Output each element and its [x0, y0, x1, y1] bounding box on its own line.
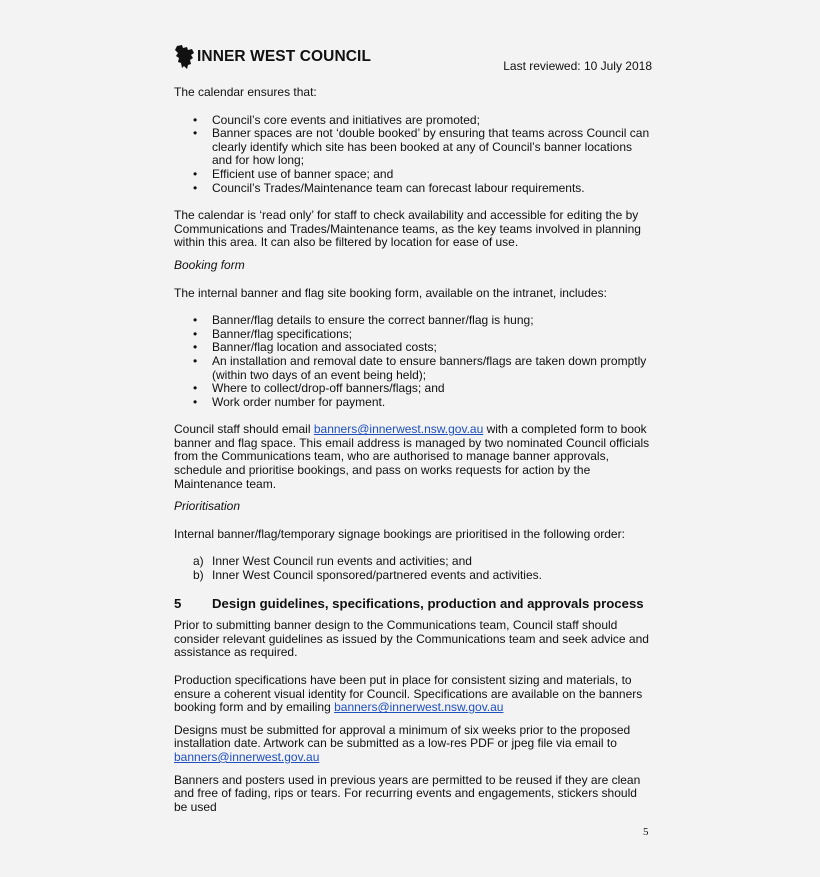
prioritisation-list — [174, 555, 652, 582]
list-item — [174, 569, 652, 583]
banners-email-link[interactable]: banners@innerwest.nsw.gov.au — [334, 700, 504, 715]
logo-text: INNER WEST COUNCIL — [197, 48, 372, 65]
calendar-intro: The calendar ensures that: — [174, 85, 317, 99]
list-item — [174, 555, 652, 569]
list-item: • Efficient use of banner space; and — [174, 168, 652, 182]
email-post-text: with a completed form to book banner and flag space. This email address is managed by two nominated Council officials from the Communications team, who are authorised to manage banner approvals, schedule and prioritise bookings, and pass on works requests for action by the Maintenance team. — [174, 422, 650, 491]
booking-form-heading: Booking form — [174, 257, 245, 272]
section-5-heading — [174, 597, 652, 611]
list-item: • Work order number for payment. — [174, 396, 652, 410]
banners-email-link[interactable]: banners@innerwest.nsw.gov.au — [313, 422, 484, 437]
calendar-readonly-paragraph: The calendar is ‘read only’ for staff to check availability and accessible for editing the by Communications and Trades/Maintenance teams, as the key teams involved in planning within this area. It can also be filtered by location for ease of use. — [174, 208, 641, 250]
email-pre-text: Council staff should email — [174, 422, 314, 437]
email-booking-paragraph — [174, 423, 652, 491]
list-item: • An installation and removal date to ensure banners/flags are taken down promptly (within two days of an event being held); — [174, 355, 652, 382]
list-item: • Where to collect/drop-off banners/flags; and — [174, 382, 652, 396]
list-item: • Banner spaces are not ‘double booked’ by ensuring that teams across Council can clearly identify which site has been booked at any of Council’s banner locations and for how long; — [174, 127, 652, 168]
document-body — [174, 86, 652, 814]
page-number: 5 — [643, 826, 649, 838]
submission-text: Designs must be submitted for approval a minimum of six weeks prior to the proposed installation date. Artwork can be submitted as a low-res PDF or jpeg file via email to — [174, 722, 631, 751]
production-specs-paragraph — [174, 674, 652, 715]
banners-email-link[interactable]: banners@innerwest.gov.au — [174, 749, 320, 764]
section-number: 5 — [174, 595, 182, 611]
design-guidelines-paragraph: Prior to submitting banner design to the Communications team, Council staff should consider relevant guidelines as issued by the Communications team and seek advice and assistance as required. — [174, 618, 649, 660]
list-item: • Banner/flag location and associated costs; — [174, 341, 652, 355]
last-reviewed-date: Last reviewed: 10 July 2018 — [503, 59, 652, 73]
reuse-paragraph: Banners and posters used in previous years are permitted to be reused if they are clean and free of fading, rips or tears. For recurring events and engagements, stickers should be used — [174, 772, 641, 814]
list-marker: a) — [193, 554, 204, 569]
prioritisation-heading: Prioritisation — [174, 499, 241, 514]
booking-form-intro: The internal banner and flag site booking form, available on the intranet, includes: — [174, 285, 607, 300]
list-item-text: Inner West Council run events and activities; and — [212, 554, 472, 569]
council-logo — [174, 44, 371, 70]
list-item: • Banner/flag specifications; — [174, 328, 652, 342]
list-item: • Council’s Trades/Maintenance team can forecast labour requirements. — [174, 182, 652, 196]
list-item: • Council’s core events and initiatives are promoted; — [174, 114, 652, 128]
specs-text: Production specifications have been put in place for consistent sizing and materials, to ensure a coherent visual identity for Council. Specifications are available on the banners booking form and by emailing — [174, 673, 643, 715]
council-map-icon — [174, 44, 196, 70]
calendar-bullet-list — [174, 114, 652, 196]
list-marker: b) — [193, 568, 204, 583]
prioritisation-intro: Internal banner/flag/temporary signage bookings are prioritised in the following order: — [174, 526, 625, 541]
list-item: • Banner/flag details to ensure the correct banner/flag is hung; — [174, 314, 652, 328]
section-title: Design guidelines, specifications, production and approvals process — [212, 595, 644, 611]
list-item-text: Inner West Council sponsored/partnered events and activities. — [212, 568, 542, 583]
submission-paragraph — [174, 724, 652, 765]
booking-form-bullet-list — [174, 314, 652, 409]
page-header — [174, 44, 652, 74]
